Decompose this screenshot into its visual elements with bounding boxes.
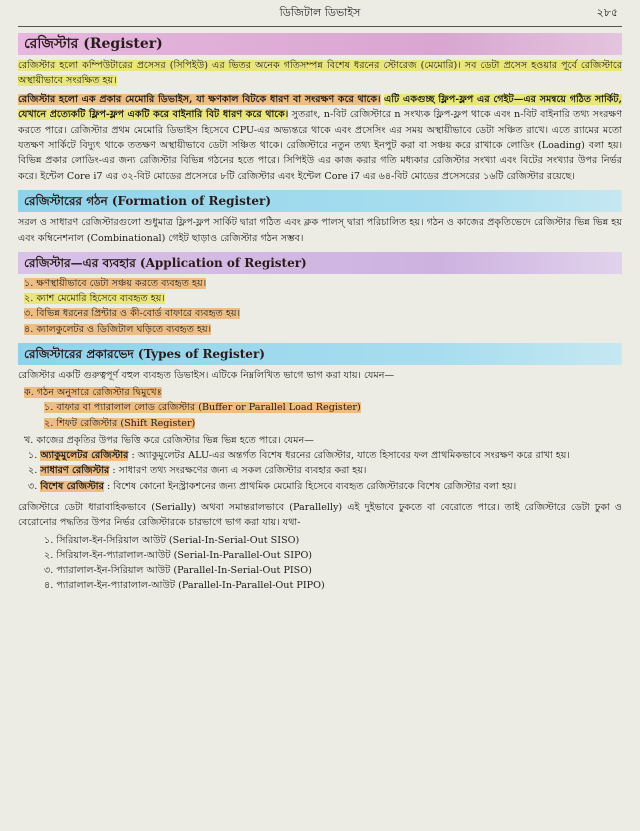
list-item: ২. সাধারণ রেজিস্টার : সাধারণ তথ্য সংরক্ষণের জন্য এ সকল রেজিস্টার ব্যবহার করা হয়।	[28, 465, 367, 477]
running-head-title: ডিজিটাল ডিভাইস	[279, 6, 361, 19]
page-number: ২৮৫	[596, 6, 618, 19]
types-group-a-title: ক. গঠন অনুসারে রেজিস্টার দ্বিমুখেঃ	[24, 387, 162, 399]
list-item: ২. সিরিয়াল-ইন-প্যারালাল-আউট (Serial-In-Parallel-Out SIPO)	[44, 549, 313, 561]
list-item: ৪. প্যারালাল-ইন-প্যারালাল-আউট (Parallel-In-Parallel-Out PIPO)	[44, 580, 325, 592]
section-heading-register: রেজিস্টার (Register)	[18, 33, 622, 55]
list-item: ৩. বিশেষ রেজিস্টার : বিশেষ কোনো ইনস্ট্রাকশনের জন্য প্রাথমিক মেমোরি হিসেবে ব্যবহৃত রেজিস্টারকে বিশেষ রেজিস্টার বলা হয়।	[28, 480, 517, 492]
list-item: ২. ক্যাশ মেমোরি হিসেবে ব্যবহৃত হয়।	[24, 293, 165, 305]
types-intro-paragraph: রেজিস্টার একটি গুরুত্বপূর্ণ বহুল ব্যবহৃত ডিভাইস। এটিকে নিম্নলিখিত ভাগে ভাগ করা যায়। যেমন—	[18, 369, 395, 381]
register-bold-sentence-a: রেজিস্টার হলো এক প্রকার মেমোরি ডিভাইস, যা ক্ষণকাল বিটকে ধারণ বা সংরক্ষণ করে থাকে।	[18, 93, 381, 105]
formation-paragraph: সরল ও সাধারণ রেজিস্টারগুলো শুধুমাত্র ফ্লিপ-ফ্লপ সার্কিট দ্বারা গঠিত এবং ক্লক পালস্ দ্বারা পরিচালিত হয়। গঠন ও কাজের প্রকৃতিভেদে রেজিস্টার ভিন্ন ভিন্ন হয় এবং কম্বিনেশনাল (Combinational) গেইট ছাড়াও রেজিস্টার গঠন সম্ভব।	[18, 217, 622, 244]
list-item: ১. ক্ষণস্থায়ীভাবে ডেটা সঞ্চয় করতে ব্যবহৃত হয়।	[24, 278, 207, 290]
types-by-structure	[18, 385, 622, 431]
list-item: ১. বাফার বা প্যারালাল লোড রেজিস্টার (Buffer or Parallel Load Register)	[44, 402, 361, 414]
section-heading-formation: রেজিস্টারের গঠন (Formation of Register)	[18, 190, 622, 212]
register-modes-list	[18, 533, 622, 594]
types-group-b-title: খ. কাজের প্রকৃতির উপর ভিত্তি করে রেজিস্টার ভিন্ন ভিন্ন হতে পারে। যেমন—	[24, 434, 314, 446]
register-definition-text: রেজিস্টার হলো কম্পিউটারের প্রসেসর (সিপিইউ) এর ভিতর অনেক গতিসম্পন্ন বিশেষ ধরনের স্টোরেজ (মেমোরি)। সব ডেটা প্রসেস হওয়ার পূর্বে রেজিস্টারে অস্থায়ীভাবে সংরক্ষিত হয়।	[18, 60, 622, 87]
register-detail-paragraph	[18, 92, 622, 184]
register-definition-paragraph	[18, 58, 622, 89]
list-item: ১. সিরিয়াল-ইন-সিরিয়াল আউট (Serial-In-Serial-Out SISO)	[44, 534, 300, 546]
list-item: ১. অ্যাকুমুলেটর রেজিস্টার : অ্যাকুমুলেটর ALU-এর অন্তর্গত বিশেষ ধরনের রেজিস্টার, যাতে হিসাবের ফল প্রাথমিকভাবে সংরক্ষণ করে রাখা হয়।	[28, 450, 570, 462]
register-bold-sentence-b: এটি একগুচ্ছ ফ্লিপ-ফ্লপ এর গেইট—এর সমন্বয়ে গঠিত সার্কিট, যেখানে প্রত্যেকটি ফ্লিপ-ফ্লপ একটি করে বাইনারি বিট ধারণ করে থাকে।	[18, 93, 622, 121]
serial-parallel-paragraph: রেজিস্টারে ডেটা ধারাবাহিকভাবে (Serially) অথবা সমান্তরালভাবে (Parallelly) এই দুইভাবে ঢুকতে বা বেরোতে পারে। তাই রেজিস্টারে ডেটা ঢুকা ও বেরোনোর পদ্ধতির উপর নির্ভর রেজিস্টারকে চারভাগে ভাগ করা যায়। যথা-	[18, 501, 622, 529]
section-heading-application: রেজিস্টার—এর ব্যবহার (Application of Register)	[18, 252, 622, 274]
list-item: ৪. ক্যালকুলেটর ও ডিজিটাল ঘড়িতে ব্যবহৃত হয়।	[24, 323, 212, 335]
list-item: ৩. বিভিন্ন ধরনের প্রিন্টার ও কী-বোর্ড বাফারে ব্যবহৃত হয়।	[24, 308, 241, 320]
section-heading-types: রেজিস্টারের প্রকারভেদ (Types of Register)	[18, 343, 622, 365]
list-item: ৩. প্যারালাল-ইন-সিরিয়াল আউট (Parallel-In-Serial-Out PISO)	[44, 564, 312, 576]
types-by-function	[18, 433, 622, 494]
application-list	[18, 276, 622, 337]
list-item: ২. শিফট রেজিস্টার (Shift Register)	[44, 417, 196, 429]
running-head	[18, 0, 622, 27]
register-detail-text: সুতরাং, n-বিট রেজিস্টারে n সংখ্যক ফ্লিপ-ফ্লপ থাকে এবং n-বিট বাইনারি তথ্য সংরক্ষণ করতে পারে। রেজিস্টার প্রথম মেমোরি ডিভাইস হিসেবে CPU-এর অভ্যন্তরে থাকে এবং প্রসেসিং এর সময় অস্থায়ীভাবে ডেটা সঞ্চিত রাখে। এতে র‍্যামের মতো যতক্ষণ সার্কিটে বিদ্যুৎ থাকে ততক্ষণ অস্থায়ীভাবে ডেটা সঞ্চিত থাকে। রেজিস্টারে নতুন তথ্য ইনপুট করা বা সঞ্চয় করে রাখাকে লোডিং (Loading) বলা হয়। বিভিন্ন প্রকার লোডিং-এর জন্য রেজিস্টার বিভিন্ন গঠনের হতে পারে। সিপিইউ এর কাজ করার গতি মধ্যকার রেজিস্টার সংখ্যা এবং বিটের সংখ্যার উপর নির্ভর করে। ইন্টেল Core i7 এর ৩২-বিট মোডের প্রসেসরে ৮টি রেজিস্টার এবং ইন্টেল Core i7 এর ৬৪-বিট মোডের প্রসেসরের ১৬টি রেজিস্টার রয়েছে।	[18, 109, 622, 182]
